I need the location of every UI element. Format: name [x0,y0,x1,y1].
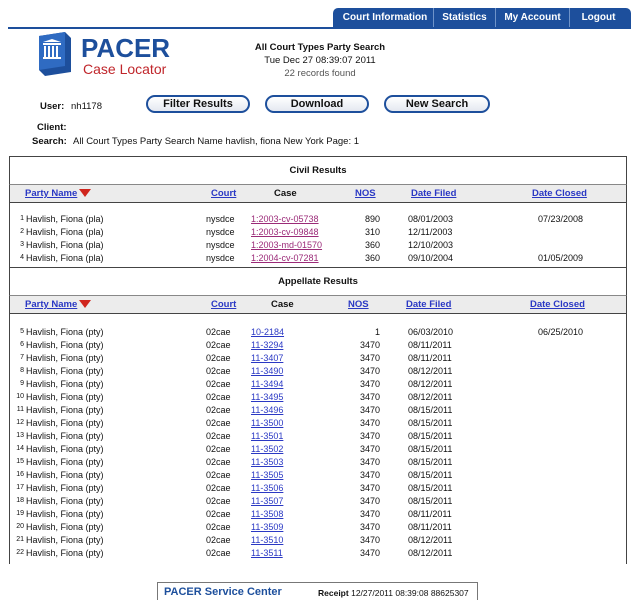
case-link[interactable]: 1:2003-md-01570 [251,240,323,250]
court-cell: 02cae [206,431,231,441]
row-number: 16 [16,471,24,478]
court-column-header[interactable]: Court [211,299,237,310]
service-center-receipt [157,582,478,600]
client-label: Client: [37,122,67,133]
date-filed-cell: 08/15/2011 [408,496,453,506]
nos-cell: 3470 [359,444,380,454]
service-center-title: PACER Service Center [164,586,282,598]
table-row [10,352,626,365]
party-name-cell: Havlish, Fiona (pty) [26,379,104,389]
date-filed-cell: 08/15/2011 [408,431,453,441]
civil-column-headers [9,184,627,203]
nos-cell: 3470 [359,379,380,389]
nos-cell: 3470 [359,535,380,545]
date-filed-cell: 12/11/2003 [408,227,453,237]
appellate-column-headers [9,295,627,314]
case-link[interactable]: 11-3407 [251,353,284,363]
nav-statistics[interactable]: Statistics [433,8,495,27]
user-label: User: [40,101,65,112]
records-count: 22 records found [284,68,356,79]
row-number: 4 [20,254,24,261]
row-number: 9 [20,380,24,387]
date-closed-cell: 06/25/2010 [538,327,584,337]
table-row [10,508,626,521]
court-cell: 02cae [206,548,231,558]
date-closed-column-header[interactable]: Date Closed [530,299,585,310]
party-name-cell: Havlish, Fiona (pty) [26,418,104,428]
case-link[interactable]: 11-3496 [251,405,284,415]
court-cell: 02cae [206,496,231,506]
row-number: 14 [16,445,24,452]
appellate-results-header: Appellate Results [9,267,627,295]
row-number: 21 [16,536,24,543]
top-navigation [333,8,631,27]
case-link[interactable]: 11-3490 [251,366,284,376]
court-cell: 02cae [206,509,231,519]
nos-cell: 310 [364,227,380,237]
date-filed-cell: 08/15/2011 [408,405,453,415]
search-label: Search: [32,136,67,147]
table-row [10,547,626,560]
party-name-cell: Havlish, Fiona (pty) [26,483,104,493]
case-link[interactable]: 11-3502 [251,444,284,454]
party-name-column-header[interactable]: Party Name [25,299,78,310]
nos-cell: 3470 [359,548,380,558]
receipt-info [318,588,469,598]
party-name-cell: Havlish, Fiona (pty) [26,548,104,558]
table-row [10,417,626,430]
nos-cell: 3470 [359,496,380,506]
party-name-cell: Havlish, Fiona (pla) [26,253,104,263]
date-closed-column-header[interactable]: Date Closed [532,188,587,199]
case-column-header: Case [271,299,294,310]
pacer-logo[interactable] [35,30,185,80]
row-number: 8 [20,367,24,374]
nav-my-account[interactable]: My Account [495,8,569,27]
sort-down-triangle-icon[interactable] [79,299,91,309]
date-filed-cell: 08/12/2011 [408,548,453,558]
date-filed-cell: 09/10/2004 [408,253,454,263]
row-number: 22 [16,549,24,556]
party-name-cell: Havlish, Fiona (pty) [26,405,104,415]
case-link[interactable]: 11-3507 [251,496,284,506]
row-number: 20 [16,523,24,530]
row-number: 1 [20,215,24,222]
date-filed-cell: 08/15/2011 [408,444,453,454]
date-filed-cell: 08/11/2011 [408,509,452,519]
civil-results-header: Civil Results [9,156,627,184]
case-link[interactable]: 1:2003-cv-09848 [251,227,319,237]
nos-cell: 3470 [359,509,380,519]
party-name-cell: Havlish, Fiona (pty) [26,470,104,480]
date-filed-cell: 08/12/2011 [408,379,453,389]
date-filed-cell: 08/12/2011 [408,392,453,402]
table-row [10,482,626,495]
court-cell: 02cae [206,340,231,350]
nos-cell: 890 [364,214,380,224]
nav-court-information[interactable]: Court Information [342,12,428,23]
nos-cell: 3470 [359,405,380,415]
party-name-cell: Havlish, Fiona (pty) [26,327,104,337]
row-number: 10 [16,393,24,400]
party-name-cell: Havlish, Fiona (pty) [26,340,104,350]
date-filed-cell: 08/11/2011 [408,340,452,350]
date-filed-column-header[interactable]: Date Filed [411,188,457,199]
court-cell: 02cae [206,483,231,493]
date-filed-cell: 08/11/2011 [408,522,452,532]
date-filed-column-header[interactable]: Date Filed [406,299,452,310]
party-name-cell: Havlish, Fiona (pty) [26,522,104,532]
table-row [10,391,626,404]
new-search-button[interactable]: New Search [384,95,490,113]
court-cell: 02cae [206,405,231,415]
row-number: 7 [20,354,24,361]
date-closed-cell: 07/23/2008 [538,214,584,224]
table-row [10,521,626,534]
case-link[interactable]: 10-2184 [251,327,285,337]
case-link[interactable]: 11-3506 [251,483,284,493]
court-cell: 02cae [206,457,231,467]
court-cell: nysdce [206,253,235,263]
party-name-cell: Havlish, Fiona (pty) [26,431,104,441]
table-row [10,226,626,239]
nos-cell: 3470 [359,483,380,493]
date-filed-cell: 08/15/2011 [408,418,453,428]
court-cell: nysdce [206,240,235,250]
table-row [10,534,626,547]
table-row [10,339,626,352]
civil-results-list [9,203,627,267]
nos-cell: 3470 [359,340,380,350]
row-number: 13 [16,432,24,439]
case-column-header: Case [274,188,297,199]
search-date: Tue Dec 27 08:39:07 2011 [264,55,376,66]
row-number: 17 [16,484,24,491]
date-filed-cell: 06/03/2010 [408,327,454,337]
sort-down-triangle-icon[interactable] [79,188,91,198]
party-name-column-header[interactable]: Party Name [25,188,78,199]
row-number: 5 [20,328,24,335]
table-row [10,213,626,226]
row-number: 18 [16,497,24,504]
nos-cell: 3470 [359,366,380,376]
date-filed-cell: 08/15/2011 [408,483,453,493]
court-cell: 02cae [206,444,231,454]
party-name-cell: Havlish, Fiona (pty) [26,366,104,376]
nos-cell: 3470 [359,522,380,532]
court-cell: 02cae [206,470,231,480]
case-link[interactable]: 11-3505 [251,470,284,480]
party-name-cell: Havlish, Fiona (pla) [26,214,104,224]
table-row [10,365,626,378]
appellate-results-list [9,314,627,564]
party-name-cell: Havlish, Fiona (pty) [26,444,104,454]
nos-cell: 3470 [359,353,380,363]
case-link[interactable]: 11-3495 [251,392,284,402]
nos-cell: 3470 [359,457,380,467]
nos-cell: 3470 [359,392,380,402]
nos-cell: 360 [364,253,380,263]
date-filed-cell: 08/01/2003 [408,214,454,224]
court-cell: 02cae [206,418,231,428]
search-criteria: All Court Types Party Search Name havlish, fiona New York Page: 1 [73,136,360,147]
case-link[interactable]: 1:2003-cv-05738 [251,214,319,224]
case-link[interactable]: 11-3500 [251,418,284,428]
row-number: 2 [20,228,24,235]
court-cell: 02cae [206,535,231,545]
row-number: 11 [16,406,24,413]
case-link[interactable]: 11-3494 [251,379,284,389]
court-cell: nysdce [206,214,235,224]
filter-results-button[interactable]: Filter Results [146,95,250,113]
party-name-cell: Havlish, Fiona (pty) [26,457,104,467]
download-button[interactable]: Download [265,95,369,113]
table-row [10,456,626,469]
date-filed-cell: 08/15/2011 [408,470,453,480]
party-name-cell: Havlish, Fiona (pty) [26,496,104,506]
party-name-cell: Havlish, Fiona (pty) [26,535,104,545]
case-link[interactable]: 11-3511 [251,548,283,558]
table-row [10,404,626,417]
date-closed-cell: 01/05/2009 [538,253,584,263]
court-cell: 02cae [206,327,231,337]
row-number: 12 [16,419,24,426]
case-link[interactable]: 11-3508 [251,509,284,519]
date-filed-cell: 08/15/2011 [408,457,453,467]
case-link[interactable]: 1:2004-cv-07281 [251,253,319,263]
table-row [10,469,626,482]
party-name-cell: Havlish, Fiona (pla) [26,240,104,250]
court-cell: 02cae [206,366,231,376]
party-name-cell: Havlish, Fiona (pla) [26,227,104,237]
party-name-cell: Havlish, Fiona (pty) [26,353,104,363]
table-row [10,239,626,252]
case-link[interactable]: 11-3509 [251,522,284,532]
court-cell: 02cae [206,392,231,402]
search-title: All Court Types Party Search [254,42,386,53]
table-row [10,252,626,265]
row-number: 15 [16,458,24,465]
court-cell: nysdce [206,227,235,237]
table-row [10,495,626,508]
header-rule [8,27,631,29]
receipt-value: 12/27/2011 08:39:08 88625307 [351,588,469,598]
court-column-header[interactable]: Court [211,188,237,199]
case-link[interactable]: 11-3501 [251,431,284,441]
table-row [10,378,626,391]
row-number: 6 [20,341,24,348]
nos-cell: 3470 [359,431,380,441]
date-filed-cell: 08/12/2011 [408,366,453,376]
nos-cell: 3470 [359,470,380,480]
table-row [10,326,626,339]
pacer-building-icon [35,30,75,76]
nos-column-header[interactable]: NOS [355,188,376,199]
court-cell: 02cae [206,379,231,389]
court-cell: 02cae [206,353,231,363]
nav-logout[interactable]: Logout [569,8,627,27]
row-number: 3 [20,241,24,248]
case-link[interactable]: 11-3294 [251,340,284,350]
receipt-label: Receipt [318,588,349,598]
party-name-cell: Havlish, Fiona (pty) [26,509,104,519]
case-link[interactable]: 11-3510 [251,535,284,545]
party-name-cell: Havlish, Fiona (pty) [26,392,104,402]
court-cell: 02cae [206,522,231,532]
table-row [10,443,626,456]
nos-cell: 1 [374,327,380,337]
table-row [10,430,626,443]
logo-subtitle: Case Locator [83,61,167,77]
row-number: 19 [16,510,24,517]
case-link[interactable]: 11-3503 [251,457,284,467]
nos-cell: 3470 [359,418,380,428]
user-value: nh1178 [71,101,102,112]
date-filed-cell: 08/12/2011 [408,535,453,545]
logo-title: PACER [81,33,171,63]
nos-column-header[interactable]: NOS [348,299,369,310]
date-filed-cell: 08/11/2011 [408,353,452,363]
nos-cell: 360 [364,240,380,250]
date-filed-cell: 12/10/2003 [408,240,454,250]
